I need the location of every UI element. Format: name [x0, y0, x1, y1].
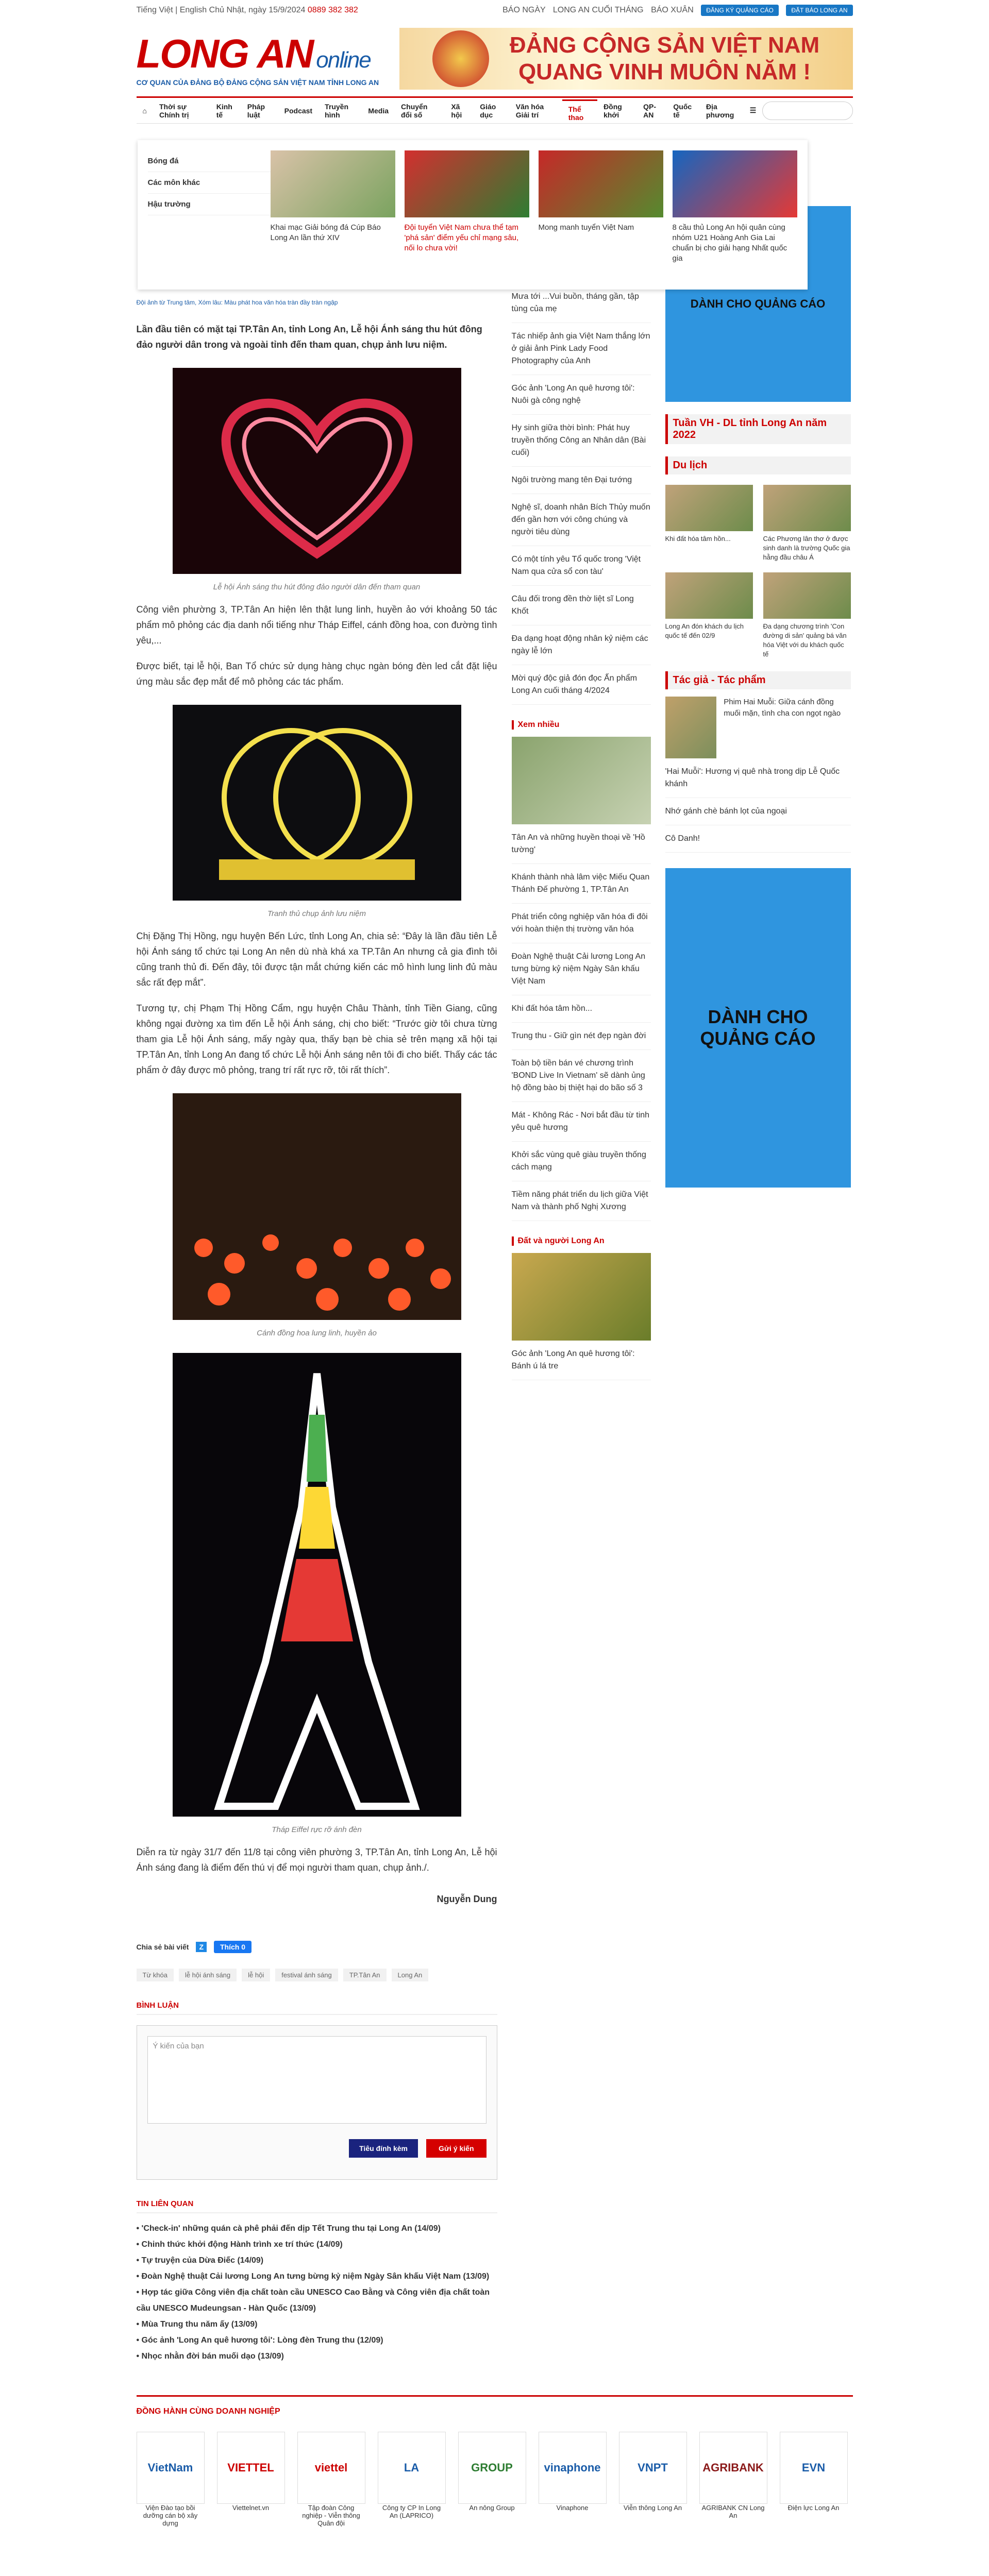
eiffel-tower-image [173, 1353, 461, 1817]
menu-icon[interactable]: ☰ [749, 106, 757, 114]
feature-title: Phim Hai Muỗi: Giữa cánh đồng muối mặn, tình cha con ngọt ngào [724, 698, 841, 718]
heart-light-image [173, 368, 461, 574]
page [137, 0, 853, 2576]
main-content [137, 144, 853, 2364]
card-image [673, 150, 797, 217]
related-item[interactable]: • Mùa Trung thu năm ấy (13/09) [137, 2316, 497, 2332]
mid-link[interactable]: Tân An và những huyền thoại về 'Hồ tường' [512, 824, 651, 864]
rules-button[interactable]: Tiêu đính kèm [349, 2139, 418, 2158]
nav-item[interactable]: Media [368, 106, 389, 115]
nav-item[interactable]: QP-AN [643, 102, 656, 119]
paragraph: Tương tự, chị Phạm Thị Hồng Cẩm, ngụ huyện Châu Thành, tỉnh Tiền Giang, cũng không ngại đường xa tìm đến Lễ hội Ánh sáng, chị cho biết: “Trước giờ tôi chưa từng tham gia Lễ hội Ánh sáng, mấy ngày qua, thấy bạn bè chia sẻ trên mạng xã hội tại TP.Tân An, tỉnh Long An đang tổ chức Lễ hội Ánh sáng nên tôi đi cho biết. Thấy các tác phẩm ở đây được mô phỏng, trang trí rất rực rỡ, tôi rất thích”. [136, 1003, 497, 1075]
author-link[interactable]: Cô Danh! [665, 825, 851, 853]
comment-form [137, 2025, 497, 2180]
main-nav [137, 98, 853, 124]
nav-item[interactable]: Địa phương [706, 102, 734, 119]
partner-card[interactable] [217, 2432, 285, 2527]
related-item[interactable]: • 'Check-in' những quán cà phê phải đến dịp Tết Trung thu tại Long An (14/09) [137, 2221, 497, 2236]
share-bar [137, 1941, 497, 1953]
partner-card[interactable] [699, 2432, 767, 2527]
card-image [665, 485, 753, 531]
mid-link[interactable]: Nghệ sĩ, doanh nhân Bích Thủy muốn đến gần hơn với công chúng và người tiêu dùng [512, 494, 651, 546]
travel-card[interactable] [763, 485, 851, 562]
related-item[interactable]: • Chinh thức khởi động Hành trình xe trí thức (14/09) [137, 2236, 497, 2252]
related-item[interactable]: • Góc ảnh 'Long An quê hương tôi': Lòng đèn Trung thu (12/09) [137, 2332, 497, 2348]
partner-logo: EVN [780, 2432, 848, 2504]
section-dat-nguoi[interactable]: Đất và người Long An [512, 1236, 651, 1246]
partner-logo: LA [378, 2432, 446, 2504]
card-title: Long An đón khách du lịch quốc tế đến 02/9 [665, 622, 744, 639]
tagline: CƠ QUAN CỦA ĐẢNG BỘ ĐẢNG CỘNG SẢN VIỆT NAM TỈNH LONG AN [136, 78, 379, 87]
mid-link[interactable]: Khánh thành nhà lâm việc Miếu Quan Thánh Đế phường 1, TP.Tân An [512, 864, 651, 904]
middle-column [512, 144, 651, 2364]
card-image [763, 485, 851, 531]
partners [137, 2395, 853, 2527]
link-bao-ngay[interactable]: BÁO NGÀY [502, 6, 546, 14]
partner-caption: Viettelnet.vn [232, 2504, 270, 2512]
partner-caption: Tập đoàn Công nghiệp - Viễn thông Quân đội [302, 2504, 360, 2527]
photo-caption: Lễ hội Ánh sáng thu hút đông đảo người dân đến tham quan [213, 583, 421, 591]
article-lead: Lần đầu tiên có mặt tại TP.Tân An, tỉnh Long An, Lễ hội Ánh sáng thu hút đông đảo người dân trong và ngoài tỉnh đến tham quan, chụp ảnh lưu niệm. [136, 324, 482, 350]
partner-caption: An nông Group [469, 2504, 515, 2512]
photo-apple [173, 705, 461, 918]
topbar [137, 0, 853, 21]
mid-link[interactable]: Mưa tới ...Vui buồn, tháng gần, tập tùng của mẹ [512, 283, 651, 323]
partner-logo: viettel [297, 2432, 365, 2504]
mid-link[interactable]: Khởi sắc vùng quê giàu truyền thống cách mạng [512, 1142, 651, 1181]
tag-list [137, 1969, 497, 1981]
card-title: Khi đất hóa tâm hồn... [665, 535, 731, 543]
flower-field-image [173, 1093, 461, 1320]
card-image [665, 572, 753, 619]
language-switch[interactable]: Tiếng Việt | English [136, 6, 207, 14]
photo-caption: Tháp Eiffel rực rỡ ánh đèn [272, 1825, 362, 1834]
mid-link[interactable]: Tiềm năng phát triển du lịch giữa Việt Nam và thành phố Nghị Xương [512, 1181, 651, 1221]
card-title: Các Phương lân thơ ở được sinh danh là trường Quốc gia hằng đầu châu Á [763, 535, 850, 561]
author-link[interactable]: 'Hai Muỗi': Hương vị quê nhà trong dịp Lễ Quốc khánh [665, 758, 851, 798]
mid-link[interactable]: Hy sinh giữa thời bình: Phát huy truyền thống Công an Nhân dân (Bài cuối) [512, 415, 651, 467]
logo-text: LONG AN [136, 31, 313, 76]
related-item[interactable]: • Hợp tác giữa Công viên địa chất toàn cầu UNESCO Cao Bằng và Công viên địa chất toàn cầu UNESCO Mudeungsan - Hàn Quốc (13/09) [137, 2284, 497, 2316]
partners-title: ĐỒNG HÀNH CÙNG DOANH NGHIỆP [136, 2407, 280, 2416]
partner-caption: Viện Đào tạo bồi dưỡng cán bộ xây dựng [143, 2504, 198, 2527]
tag-label: Từ khóa [137, 1969, 174, 1981]
dropdown-card[interactable] [673, 150, 797, 279]
mid-link[interactable]: Toàn bộ tiền bán vé chương trình 'BOND Live In Vietnam' sẽ dành ủng hộ đồng bào bị thiệt hại do bão số 3 [512, 1050, 651, 1102]
nav-item[interactable]: Chuyển đổi số [401, 102, 428, 119]
partner-card[interactable] [137, 2432, 205, 2527]
comment-title: BÌNH LUẬN [137, 1997, 497, 2015]
mid-link[interactable]: Mời quý độc giả đón đọc Ấn phẩm Long An cuối tháng 4/2024 [512, 665, 651, 705]
link-bao-xuan[interactable]: BÁO XUÂN [651, 6, 694, 14]
header [137, 21, 853, 98]
partner-logo: VNPT [619, 2432, 687, 2504]
mid-link[interactable]: Câu đối trong đền thờ liệt sĩ Long Khốt [512, 586, 651, 625]
sub-item-hau-truong[interactable]: Hậu trường [148, 194, 271, 215]
photo-flowers [173, 1093, 461, 1337]
zalo-icon[interactable]: Z [196, 1942, 207, 1952]
partner-logo: vinaphone [539, 2432, 607, 2504]
mid-link[interactable]: Tác nhiếp ảnh gia Việt Nam thắng lớn ở giải ảnh Pink Lady Food Photography của Anh [512, 323, 651, 375]
nav-item[interactable]: Giáo dục [480, 102, 496, 119]
related-title: TIN LIÊN QUAN [137, 2195, 497, 2213]
home-icon[interactable]: ⌂ [142, 106, 147, 115]
nav-item[interactable]: Đồng khởi [604, 102, 622, 119]
travel-card[interactable] [665, 572, 753, 659]
card-title: Đa dạng chương trình 'Con đường di sản' quảng bá văn hóa Việt với du khách quốc tế [763, 622, 847, 658]
mid-link[interactable]: Phát triển công nghiệp văn hóa đi đôi với hoàn thiện thị trường văn hóa [512, 904, 651, 943]
related-item[interactable]: • Nhọc nhằn đời bán muối dạo (13/09) [137, 2348, 497, 2364]
date-text: Chủ Nhật, ngày 15/9/2024 [209, 6, 306, 14]
sub-item-mon-khac[interactable]: Các môn khác [148, 172, 271, 194]
mid-thumbnail[interactable] [512, 1253, 651, 1341]
related-list [137, 2221, 497, 2364]
apple-light-image [173, 705, 461, 901]
partner-card[interactable] [780, 2432, 848, 2527]
mid-link[interactable]: Góc ảnh 'Long An quê hương tôi': Nuôi gà công nghệ [512, 375, 651, 415]
partner-logo: VIETTEL [217, 2432, 285, 2504]
mid-link[interactable]: Đa dạng hoạt động nhân kỷ niệm các ngày lễ lớn [512, 625, 651, 665]
nav-item[interactable]: Pháp luật [247, 102, 265, 119]
section-xem-nhieu[interactable]: Xem nhiều [512, 720, 651, 730]
partner-logo: GROUP [458, 2432, 526, 2504]
send-comment-button[interactable]: Gửi ý kiến [426, 2139, 487, 2158]
article [137, 144, 497, 2364]
paragraph: Được biết, tại lễ hội, Ban Tổ chức sử dụng hàng chục ngàn bóng đèn led cắt đặt liệu ứng màu sắc đẹp mắt để mô phỏng các tác phẩm. [136, 661, 497, 687]
tag[interactable]: festival ánh sáng [275, 1969, 338, 1981]
partner-caption: AGRIBANK CN Long An [701, 2504, 765, 2519]
mid-link[interactable]: Khi đất hóa tâm hồn... [512, 995, 651, 1023]
photo-eiffel [173, 1353, 461, 1834]
partner-card[interactable] [619, 2432, 687, 2527]
partner-caption: Điện lực Long An [787, 2504, 840, 2512]
register-ad-button[interactable]: ĐĂNG KÝ QUẢNG CÁO [701, 5, 779, 16]
nav-item[interactable]: Quốc tế [673, 102, 692, 119]
section-tac-gia[interactable]: Tác giả - Tác phẩm [665, 671, 851, 689]
section-tuan-vh[interactable]: Tuần VH - DL tỉnh Long An năm 2022 [665, 414, 851, 444]
author-link[interactable]: Nhớ gánh chè bánh lọt của ngoại [665, 798, 851, 825]
related-item[interactable]: • Đoàn Nghệ thuật Cải lương Long An tưng bừng kỷ niệm Ngày Sân khấu Việt Nam (13/09) [137, 2268, 497, 2284]
ad-slot[interactable]: DÀNH CHO QUẢNG CÁO [665, 206, 851, 402]
partner-caption: Viễn thông Long An [623, 2504, 682, 2512]
partner-card[interactable] [539, 2432, 607, 2527]
nav-item-the-thao[interactable]: Thể thao [562, 99, 597, 122]
mid-link[interactable]: Có một tính yêu Tổ quốc trong 'Việt Nam qua cửa sổ con tàu' [512, 546, 651, 586]
mid-thumbnail[interactable] [512, 737, 651, 824]
nav-item[interactable]: Truyền hình [325, 102, 348, 119]
search-input[interactable] [762, 101, 852, 120]
link-cuoi-thang[interactable]: LONG AN CUỐI THÁNG [552, 6, 644, 14]
photo-caption: Cánh đồng hoa lung linh, huyền ảo [257, 1329, 377, 1337]
card-image [763, 572, 851, 619]
mid-link[interactable]: Đoàn Nghệ thuật Cải lương Long An tưng bừng kỷ niệm Ngày Sân khấu Việt Nam [512, 943, 651, 995]
mid-link[interactable]: Ngôi trường mang tên Đại tướng [512, 467, 651, 494]
subscribe-button[interactable]: ĐẶT BÁO LONG AN [786, 5, 852, 16]
photo-caption: Tranh thủ chụp ảnh lưu niệm [267, 909, 366, 918]
share-label: Chia sẻ bài viết [136, 1943, 189, 1951]
section-du-lich[interactable]: Du lịch [665, 456, 851, 474]
partner-caption: Vinaphone [556, 2504, 589, 2512]
author-name: Nguyễn Dung [437, 1894, 497, 1904]
nav-item[interactable]: Xã hội [451, 102, 462, 119]
paragraph: Diễn ra từ ngày 31/7 đến 11/8 tại công viên phường 3, TP.Tân An, tỉnh Long An, Lễ hội Ánh sáng đang là điểm đến thú vị để mọi người tham quan, chụp ảnh./. [136, 1847, 497, 1873]
mid-link[interactable]: Góc ảnh 'Long An quê hương tôi': Bánh ú lá tre [512, 1341, 651, 1380]
paragraph: Chị Đặng Thị Hồng, ngụ huyện Bến Lức, tỉnh Long An, chia sẻ: “Đây là lần đầu tiên Lễ hội Ánh sáng tổ chức tại Long An nên dù nhà khá xa TP.Tân An nhưng cả gia đình tôi cũng tranh thủ đi. Đến đây, tôi được tận mắt chứng kiến các mô hình lung linh đủ màu sắc rất đẹp mắt”. [136, 931, 497, 988]
site-logo[interactable] [137, 30, 379, 87]
tag[interactable]: Long An [392, 1969, 429, 1981]
banner-line-2: QUANG VINH MUÔN NĂM ! [518, 59, 811, 84]
card-image [539, 150, 663, 217]
nav-item[interactable]: Văn hóa Giải trí [515, 102, 544, 119]
card-title: Mong manh tuyển Việt Nam [538, 223, 634, 232]
nav-item[interactable]: Thời sự Chính trị [159, 102, 189, 119]
partner-card[interactable] [378, 2432, 446, 2527]
tag[interactable]: TP.Tân An [343, 1969, 387, 1981]
comment-textarea[interactable]: Ý kiến của bạn [147, 2036, 487, 2124]
partner-caption: Công ty CP In Long An (LAPRICO) [382, 2504, 441, 2519]
hotline[interactable]: 0889 382 382 [307, 6, 358, 14]
breadcrumb[interactable]: Đội ảnh từ Trung tâm, Xóm lâu: Màu phát hoa văn hóa tràn đầy tràn ngập [136, 299, 338, 306]
tag[interactable]: lễ hội ánh sáng [179, 1969, 237, 1981]
nav-item[interactable]: Podcast [284, 106, 313, 115]
paragraph: Công viên phường 3, TP.Tân An hiện lên thật lung linh, huyền ảo với khoảng 50 tác phẩm mô phỏng các địa danh nổi tiếng như Tháp Eiffel, cánh đồng hoa, con đường tình yêu,... [136, 604, 497, 646]
partner-card[interactable] [458, 2432, 526, 2527]
facebook-like-button[interactable]: Thích 0 [214, 1941, 252, 1953]
nav-item[interactable]: Kinh tế [216, 102, 232, 119]
partner-logo: VietNam [137, 2432, 205, 2504]
author-feature[interactable] [665, 697, 851, 758]
related-item[interactable]: • Tự truyện của Dừa Điếc (14/09) [137, 2252, 497, 2268]
travel-card[interactable] [763, 572, 851, 659]
sub-item-bong-da[interactable]: Bóng đá [148, 150, 271, 172]
travel-card[interactable] [665, 485, 753, 562]
right-column [665, 144, 851, 2364]
card-title: 8 cầu thủ Long An hội quân cùng nhóm U21 Hoàng Anh Gia Lai chuẩn bị cho giải hạng Nhất quốc gia [672, 223, 787, 263]
partner-logo: AGRIBANK [699, 2432, 767, 2504]
tag[interactable]: lễ hội [242, 1969, 270, 1981]
logo-online: online [316, 47, 371, 73]
card-title: Khai mạc Giải bóng đá Cúp Báo Long An lần thứ XIV [270, 223, 381, 242]
mid-link[interactable]: Mát - Không Rác - Nơi bắt đầu từ tinh yêu quê hương [512, 1102, 651, 1142]
banner-line-1: ĐẢNG CỘNG SẢN VIỆT NAM [509, 32, 820, 58]
ad-slot[interactable]: DÀNH CHO QUẢNG CÁO [665, 868, 851, 1188]
card-title: Đội tuyển Việt Nam chưa thể tạm 'phá sản' điểm yếu chỉ mạng sâu, nối lo chưa vời! [404, 223, 519, 252]
header-banner [399, 28, 853, 90]
mid-link[interactable]: Trung thu - Giữ gìn nét đẹp ngàn đời [512, 1023, 651, 1050]
partner-card[interactable] [297, 2432, 365, 2527]
dropdown-card[interactable] [539, 150, 663, 279]
photo-heart [173, 368, 461, 591]
feature-image [665, 697, 717, 758]
party-emblem-icon [432, 30, 489, 87]
